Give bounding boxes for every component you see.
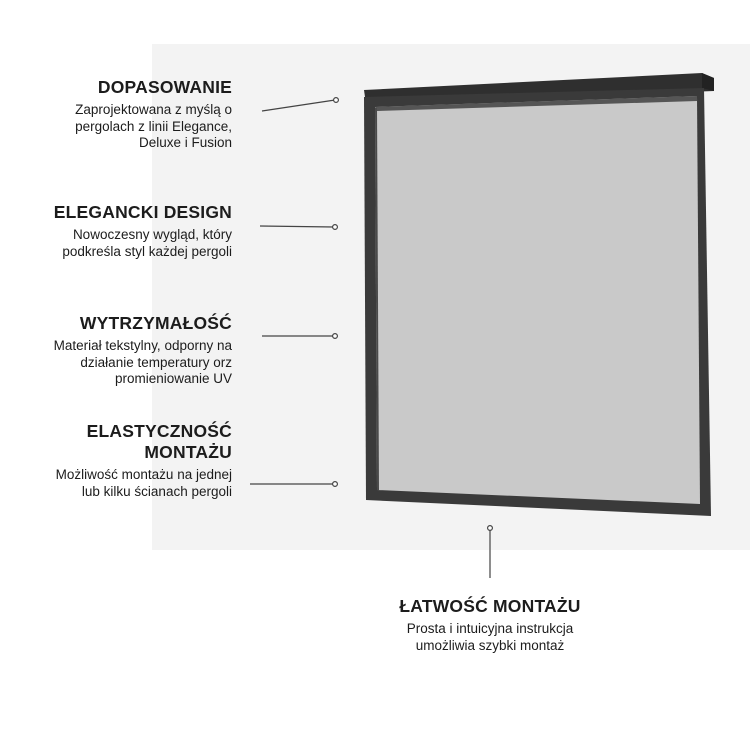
feature-description: Zaprojektowana z myślą o pergolach z linii Elegance, Deluxe i Fusion	[75, 102, 232, 150]
screen-fabric	[375, 96, 700, 504]
feature-description: Możliwość montażu na jednej lub kilku ścianach pergoli	[55, 467, 232, 499]
feature-latwosc-montazu	[340, 596, 640, 654]
feature-description: Nowoczesny wygląd, który podkreśla styl każdej pergoli	[62, 227, 232, 259]
feature-description: Prosta i intuicyjna instrukcja umożliwia szybki montaż	[406, 621, 574, 653]
feature-description: Materiał tekstylny, odporny na działanie temperatury orz promieniowanie UV	[53, 338, 232, 386]
feature-elastycznosc-montazu	[56, 421, 232, 500]
feature-wytrzymalosc	[54, 313, 232, 388]
feature-title: DOPASOWANIE	[97, 77, 232, 97]
feature-elegancki-design	[54, 202, 232, 260]
feature-title: ELASTYCZNOŚĆ MONTAŻU	[86, 421, 232, 462]
feature-title: WYTRZYMAŁOŚĆ	[79, 313, 232, 333]
feature-title: ELEGANCKI DESIGN	[53, 202, 232, 222]
feature-dopasowanie	[75, 77, 232, 152]
feature-title: ŁATWOŚĆ MONTAŻU	[399, 596, 581, 616]
